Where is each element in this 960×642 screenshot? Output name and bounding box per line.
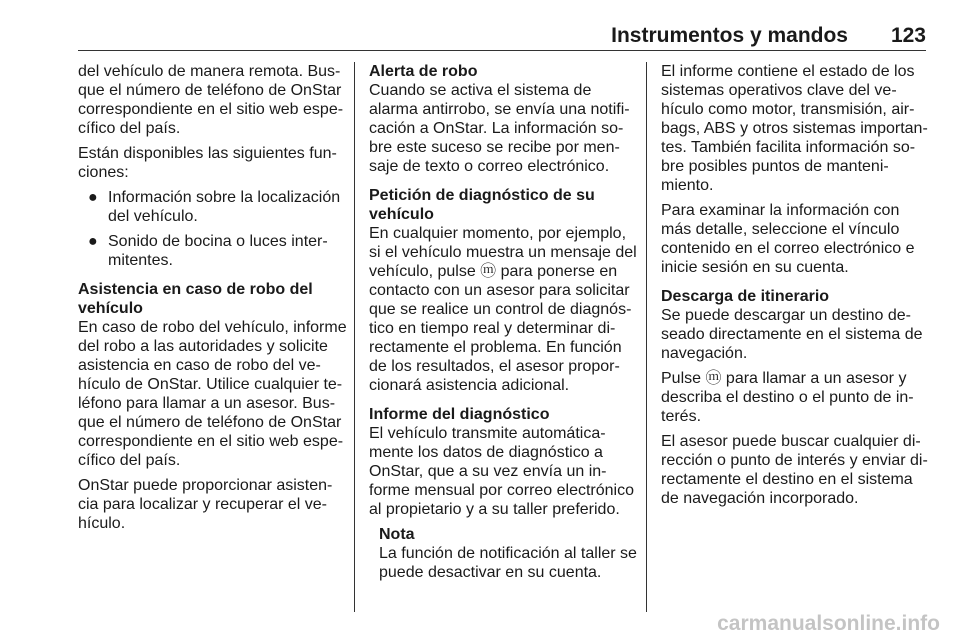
- column-2: [369, 62, 637, 582]
- list-item: [78, 232, 342, 270]
- text-line: OnStar puede proporcionar asisten-: [78, 477, 333, 494]
- text-line: del robo a las autoridades y solicite: [78, 338, 328, 355]
- text-line: de navegación incorporado.: [661, 490, 859, 507]
- paragraph: [661, 432, 929, 508]
- paragraph: [661, 62, 929, 195]
- text-line: del vehículo.: [108, 208, 198, 225]
- text-line: El informe contiene el estado de los: [661, 63, 915, 80]
- text-line: forme mensual por correo electrónico: [369, 482, 635, 499]
- text-line: Se puede descargar un destino de-: [661, 307, 911, 324]
- text-line: En cualquier momento, por ejemplo,: [369, 225, 627, 242]
- text-line: rectamente el problema. En función: [369, 339, 622, 356]
- text-line: cia para localizar y recuperar el ve-: [78, 496, 327, 513]
- section-heading: [78, 280, 342, 318]
- text-line: cionará asistencia adicional.: [369, 377, 570, 394]
- text-line: mitentes.: [108, 252, 173, 269]
- section-title: Instrumentos y mandos: [611, 24, 848, 47]
- column-divider: [354, 62, 355, 612]
- page-number: 123: [890, 24, 926, 47]
- text-line: Sonido de bocina o luces inter-: [108, 233, 328, 250]
- paragraph: [661, 201, 929, 277]
- text-line: que el número de teléfono de OnStar: [78, 414, 342, 431]
- paragraph: [78, 318, 347, 470]
- text-line: Pulse ⓜ para llamar a un asesor y: [661, 370, 907, 387]
- text-line: En caso de robo del vehículo, informe: [78, 319, 347, 336]
- text-line: vehículo, pulse ⓜ para ponerse en: [369, 263, 618, 280]
- text-line: Asistencia en caso de robo del: [78, 281, 313, 298]
- text-line: bre posibles puntos de manteni-: [661, 158, 889, 175]
- text-line: del vehículo de manera remota. Bus-: [78, 63, 341, 80]
- text-line: alarma antirrobo, se envía una notifi-: [369, 101, 630, 118]
- text-line: que el número de teléfono de OnStar: [78, 82, 342, 99]
- text-line: El asesor puede buscar cualquier di-: [661, 433, 921, 450]
- text-line: ciones:: [78, 164, 129, 181]
- text-line: El vehículo transmite automática-: [369, 425, 606, 442]
- text-line: más detalle, seleccione el vínculo: [661, 221, 900, 238]
- text-line: hículo.: [78, 515, 126, 532]
- text-line: rectamente el destino en el sistema: [661, 471, 913, 488]
- text-line: asistencia en caso de robo del ve-: [78, 357, 321, 374]
- text-line: puede desactivar en su cuenta.: [379, 564, 602, 581]
- text-line: saje de texto o correo electrónico.: [369, 158, 610, 175]
- text-line: correspondiente en el sitio web espe-: [78, 433, 344, 450]
- bullet-icon: ●: [88, 189, 98, 206]
- text-line: mente los datos de diagnóstico a: [369, 444, 603, 461]
- text-line: al propietario y a su taller preferido.: [369, 501, 620, 518]
- text-line: inicie sesión en su cuenta.: [661, 259, 849, 276]
- text-line: La función de notificación al taller se: [379, 545, 637, 562]
- column-divider: [646, 62, 647, 612]
- text-line: que se realice un control de diagnós-: [369, 301, 632, 318]
- text-line: léfono para llamar a un asesor. Bus-: [78, 395, 336, 412]
- text-line: Alerta de robo: [369, 63, 478, 80]
- text-line: bags, ABS y otros sistemas importan-: [661, 120, 928, 137]
- text-line: cación a OnStar. La información so-: [369, 120, 624, 137]
- text-line: Descarga de itinerario: [661, 288, 830, 305]
- text-line: sistemas operativos clave del ve-: [661, 82, 897, 99]
- text-line: contenido en el correo electrónico e: [661, 240, 915, 257]
- text-line: bre este suceso se recibe por men-: [369, 139, 620, 156]
- note-box: [369, 525, 637, 582]
- text-line: Información sobre la localización: [108, 189, 341, 206]
- note-title: Nota: [379, 526, 415, 543]
- paragraph: [661, 369, 929, 426]
- paragraph: [661, 306, 929, 363]
- text-line: hículo de OnStar. Utilice cualquier te-: [78, 376, 343, 393]
- section-heading: [369, 186, 634, 224]
- section-heading: [369, 405, 634, 424]
- text-line: tes. También facilita información so-: [661, 139, 916, 156]
- text-line: Para examinar la información con: [661, 202, 900, 219]
- paragraph: [369, 424, 634, 519]
- bullet-icon: ●: [88, 233, 98, 250]
- section-heading: [661, 287, 929, 306]
- page-header: [78, 22, 926, 51]
- paragraph: [78, 476, 342, 533]
- text-line: si el vehículo muestra un mensaje del: [369, 244, 637, 261]
- text-line: tico en tiempo real y determinar di-: [369, 320, 616, 337]
- text-line: vehículo: [369, 206, 434, 223]
- text-line: cífico del país.: [78, 452, 181, 469]
- text-line: rección o punto de interés y enviar di-: [661, 452, 928, 469]
- text-line: Cuando se activa el sistema de: [369, 82, 592, 99]
- text-line: Petición de diagnóstico de su: [369, 187, 595, 204]
- paragraph: [369, 224, 637, 395]
- text-line: Están disponibles las siguientes fun-: [78, 145, 337, 162]
- text-line: seado directamente en el sistema de: [661, 326, 923, 343]
- list-item: [78, 188, 342, 226]
- text-line: vehículo: [78, 300, 143, 317]
- text-line: contacto con un asesor para solicitar: [369, 282, 630, 299]
- text-line: cífico del país.: [78, 120, 181, 137]
- column-1: [78, 62, 347, 533]
- paragraph: [78, 144, 342, 182]
- column-3: [661, 62, 929, 508]
- text-line: terés.: [661, 408, 702, 425]
- paragraph: [78, 62, 342, 138]
- text-line: Informe del diagnóstico: [369, 406, 550, 423]
- text-line: navegación.: [661, 345, 748, 362]
- text-line: miento.: [661, 177, 714, 194]
- text-line: correspondiente en el sitio web espe-: [78, 101, 344, 118]
- text-line: de los resultados, el asesor propor-: [369, 358, 620, 375]
- text-line: describa el destino o el punto de in-: [661, 389, 914, 406]
- text-line: OnStar, que a su vez envía un in-: [369, 463, 607, 480]
- watermark: carmanualsonline.info: [717, 612, 940, 635]
- section-heading: [369, 62, 634, 81]
- text-line: hículo como motor, transmisión, air-: [661, 101, 915, 118]
- paragraph: [369, 81, 634, 176]
